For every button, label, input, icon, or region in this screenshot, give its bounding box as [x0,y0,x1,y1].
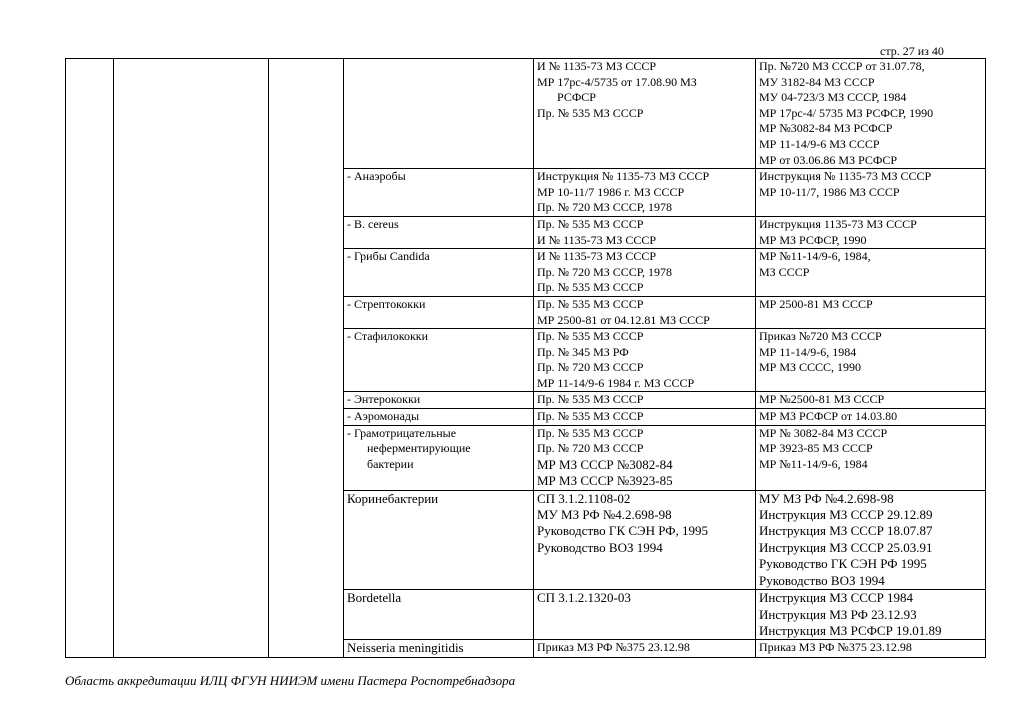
cell-line: МР 2500-81 от 04.12.81 МЗ СССР [537,312,710,327]
method-doc-cell [534,169,756,217]
method-doc-cell [534,329,756,392]
cell-line: МР МЗ РСФСР, 1990 [759,232,867,247]
normative-doc-cell [756,216,986,248]
cell-line: РСФСР [557,90,596,105]
method-doc-cell [534,216,756,248]
cell-line: Инструкция МЗ РФ 23.12.93 [759,606,917,622]
cell-line: МР №3082-84 МЗ РСФСР [759,121,893,136]
normative-doc-cell [756,296,986,328]
indicator-cell [344,249,534,297]
cell-line: Пр. №720 МЗ СССР от 31.07.78, [759,59,925,73]
indicator-cell [344,59,534,169]
cell-line: - Грибы Candida [347,249,430,264]
cell-line: Пр. № 535 МЗ СССР [537,296,644,311]
indicator-cell [344,490,534,589]
cell-line: - Анаэробы [347,169,406,184]
cell-line: Пр. № 720 МЗ СССР [537,441,644,456]
cell-line: Пр. № 535 МЗ СССР [537,425,644,440]
indicator-cell [344,169,534,217]
cell-line: СП 3.1.2.1108-02 [537,490,631,506]
page-number: стр. 27 из 40 [880,44,944,58]
cell-line: Коринебактерии [347,490,439,506]
method-doc-cell [534,392,756,409]
cell-line: Приказ №720 МЗ СССР [759,329,882,344]
cell-line: МР №11-14/9-6, 1984, [759,249,871,264]
cell-line: - Стрептококки [347,296,426,311]
cell-line: МР 10-11/7 1986 г. МЗ СССР [537,184,685,199]
cell-line: Инструкция № 1135-73 МЗ СССР [759,169,932,184]
cell-line: Пр. № 720 МЗ СССР, 1978 [537,264,672,279]
indicator-cell [344,640,534,657]
normative-doc-cell [756,329,986,392]
cell-line: МР № 3082-84 МЗ СССР [759,425,888,440]
cell-line: Инструкция 1135-73 МЗ СССР [759,216,917,231]
cell-line: бактерии [367,456,414,471]
indicator-cell [344,216,534,248]
normative-doc-cell [756,409,986,426]
cell-line: МУ МЗ РФ №4.2.698-98 [537,507,672,523]
cell-line: Инструкция МЗ РСФСР 19.01.89 [759,622,942,638]
cell-line: МР МЗ СССР №3082-84 [537,456,673,472]
cell-line: МЗ СССР [759,264,810,279]
cell-line: Пр. № 720 МЗ СССР, 1978 [537,200,672,215]
method-doc-cell [534,590,756,640]
cell-line: СП 3.1.2.1320-03 [537,590,631,606]
method-doc-cell [534,409,756,426]
cell-line: Neisseria meningitidis [347,640,464,656]
empty-cell-col-3 [269,59,344,658]
cell-line: МР МЗ РСФСР от 14.03.80 [759,409,898,424]
method-doc-cell [534,425,756,490]
cell-line: Инструкция МЗ СССР 1984 [759,590,914,606]
page-footer: Область аккредитации ИЛЦ ФГУН НИИЭМ имени Пастера Роспотребнадзора [65,673,516,688]
cell-line: МР МЗ СССР №3923-85 [537,473,673,489]
cell-line: МР 10-11/7, 1986 МЗ СССР [759,184,900,199]
cell-line: - Аэромонады [347,409,420,424]
cell-line: Пр. № 535 МЗ СССР [537,216,644,231]
cell-line: Пр. № 535 МЗ СССР [537,105,644,120]
cell-line: Пр. № 720 МЗ СССР [537,360,644,375]
cell-line: И № 1135-73 МЗ СССР [537,249,657,264]
cell-line: МР 2500-81 МЗ СССР [759,296,873,311]
table-body [66,59,986,658]
cell-line: МР №2500-81 МЗ СССР [759,392,885,407]
cell-line: МР 3923-85 МЗ СССР [759,441,873,456]
indicator-cell [344,409,534,426]
cell-line: МР 17рс-4/5735 от 17.08.90 МЗ [537,74,697,89]
empty-cell-col-2 [114,59,269,658]
cell-line: Пр. № 535 МЗ СССР [537,409,644,424]
cell-line: Пр. № 535 МЗ СССР [537,329,644,344]
cell-line: МУ МЗ РФ №4.2.698-98 [759,490,894,506]
cell-line: МР №11-14/9-6, 1984 [759,456,868,471]
table-row [66,59,986,169]
cell-line: МР 17рс-4/ 5735 МЗ РСФСР, 1990 [759,105,934,120]
indicator-cell [344,590,534,640]
cell-line: Инструкция МЗ СССР 18.07.87 [759,523,933,539]
cell-line: Пр. № 345 МЗ РФ [537,344,629,359]
cell-line: МР МЗ СССС, 1990 [759,360,862,375]
normative-doc-cell [756,392,986,409]
cell-line: И № 1135-73 МЗ СССР [537,232,657,247]
cell-line: Руководство ГК СЭН РФ, 1995 [537,523,709,539]
cell-line: Приказ МЗ РФ №375 23.12.98 [759,640,912,655]
cell-line: И № 1135-73 МЗ СССР [537,59,657,73]
cell-line: МР 11-14/9-6 1984 г. МЗ СССР [537,375,695,390]
accreditation-table [65,58,986,658]
method-doc-cell [534,59,756,169]
method-doc-cell [534,640,756,657]
cell-line: Инструкция МЗ СССР 29.12.89 [759,507,933,523]
cell-line: Инструкция МЗ СССР 25.03.91 [759,539,933,555]
cell-line: МР 11-14/9-6, 1984 [759,344,857,359]
cell-line: МР 11-14/9-6 МЗ СССР [759,136,880,151]
normative-doc-cell [756,490,986,589]
cell-line: Bordetella [347,590,402,606]
cell-line: МР от 03.06.86 МЗ РСФСР [759,152,898,167]
cell-line: МУ 3182-84 МЗ СССР [759,74,875,89]
method-doc-cell [534,490,756,589]
cell-line: Руководство ВОЗ 1994 [759,572,885,588]
cell-line: - Энтерококки [347,392,421,407]
cell-line: неферментирующие [367,441,471,456]
method-doc-cell [534,296,756,328]
cell-line: - B. cereus [347,216,399,231]
normative-doc-cell [756,425,986,490]
method-doc-cell [534,249,756,297]
cell-line: Руководство ВОЗ 1994 [537,539,663,555]
cell-line: МУ 04-723/3 МЗ СССР, 1984 [759,90,907,105]
cell-line: - Стафилококки [347,329,429,344]
cell-line: Инструкция № 1135-73 МЗ СССР [537,169,710,184]
normative-doc-cell [756,640,986,657]
normative-doc-cell [756,59,986,169]
normative-doc-cell [756,169,986,217]
normative-doc-cell [756,590,986,640]
indicator-cell [344,425,534,490]
cell-line: - Грамотрицательные [347,425,457,440]
cell-line: Руководство ГК СЭН РФ 1995 [759,556,927,572]
cell-line: Пр. № 535 МЗ СССР [537,392,644,407]
cell-line: Приказ МЗ РФ №375 23.12.98 [537,640,690,655]
cell-line: Пр. № 535 МЗ СССР [537,280,644,295]
indicator-cell [344,296,534,328]
normative-doc-cell [756,249,986,297]
empty-cell-col-1 [66,59,114,658]
indicator-cell [344,392,534,409]
indicator-cell [344,329,534,392]
